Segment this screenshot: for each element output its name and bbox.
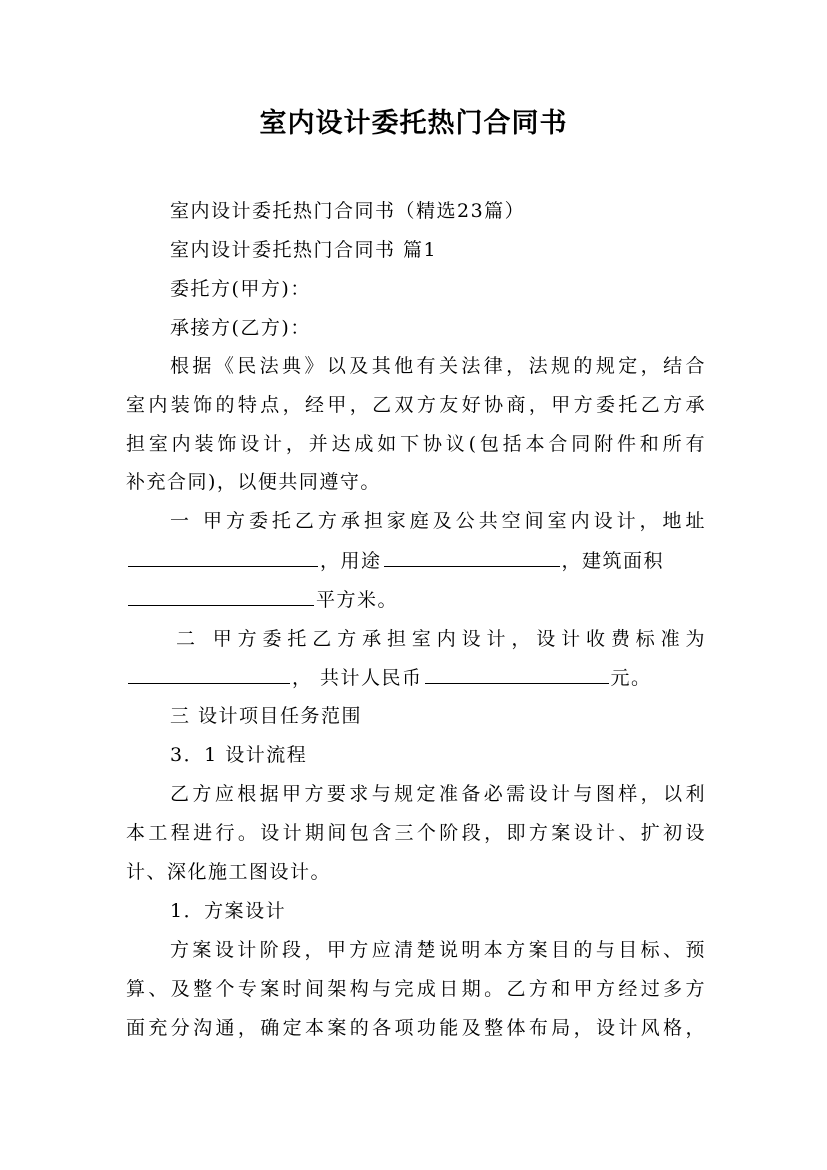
clause-one-line: 一 甲方委托乙方承担家庭及公共空间室内设计，地址 bbox=[170, 510, 706, 532]
area-label: ，建筑面积 bbox=[561, 550, 665, 572]
total-label: ， 共计人民币 bbox=[292, 667, 423, 689]
paragraph-line: 补充合同)，以便共同遵守。 bbox=[126, 471, 381, 493]
area-blank bbox=[128, 587, 314, 606]
paragraph-line: 本工程进行。设计期间包含三个阶段，即方案设计、扩初设 bbox=[126, 822, 706, 844]
document-title: 室内设计委托热门合同书 bbox=[259, 108, 568, 139]
fee-blank bbox=[128, 665, 290, 684]
paragraph-line: 算、及整个专案时间架构与完成日期。乙方和甲方经过多方 bbox=[126, 978, 706, 1000]
party-b-line: 承接方(乙方)： bbox=[170, 317, 311, 339]
paragraph-line: 面充分沟通，确定本案的各项功能及整体布局，设计风格， bbox=[126, 1017, 706, 1039]
clause-one-line bbox=[126, 587, 706, 612]
paragraph-line: 室内装饰的特点，经甲，乙双方友好协商，甲方委托乙方承 bbox=[126, 394, 706, 416]
total-blank bbox=[425, 665, 609, 684]
paragraph-line: 根据《民法典》以及其他有关法律，法规的规定，结合 bbox=[170, 355, 706, 377]
clause-one-line bbox=[126, 548, 706, 573]
clause-two-line: 二 甲方委托乙方承担室内设计，设计收费标准为 bbox=[176, 628, 706, 650]
party-a-line: 委托方(甲方)： bbox=[170, 278, 311, 300]
section-heading: 室内设计委托热门合同书 篇1 bbox=[170, 239, 438, 261]
subtitle: 室内设计委托热门合同书（精选23篇） bbox=[170, 200, 526, 222]
subsection-heading: 1．方案设计 bbox=[170, 900, 287, 922]
usage-blank bbox=[384, 548, 560, 567]
clause-three-heading: 三 设计项目任务范围 bbox=[170, 705, 363, 727]
paragraph-line: 方案设计阶段，甲方应清楚说明本方案目的与目标、预 bbox=[170, 939, 706, 961]
clause-two-line bbox=[126, 665, 706, 690]
usage-label: ，用途 bbox=[320, 550, 382, 572]
address-blank bbox=[128, 548, 318, 567]
paragraph-line: 担室内装饰设计，并达成如下协议(包括本合同附件和所有 bbox=[126, 433, 706, 455]
paragraph-line: 乙方应根据甲方要求与规定准备必需设计与图样，以利 bbox=[170, 783, 706, 805]
subsection-heading: 3．1 设计流程 bbox=[170, 744, 308, 766]
paragraph-line: 计、深化施工图设计。 bbox=[126, 861, 332, 883]
currency-unit: 元。 bbox=[610, 667, 652, 689]
area-unit: 平方米。 bbox=[316, 589, 399, 611]
